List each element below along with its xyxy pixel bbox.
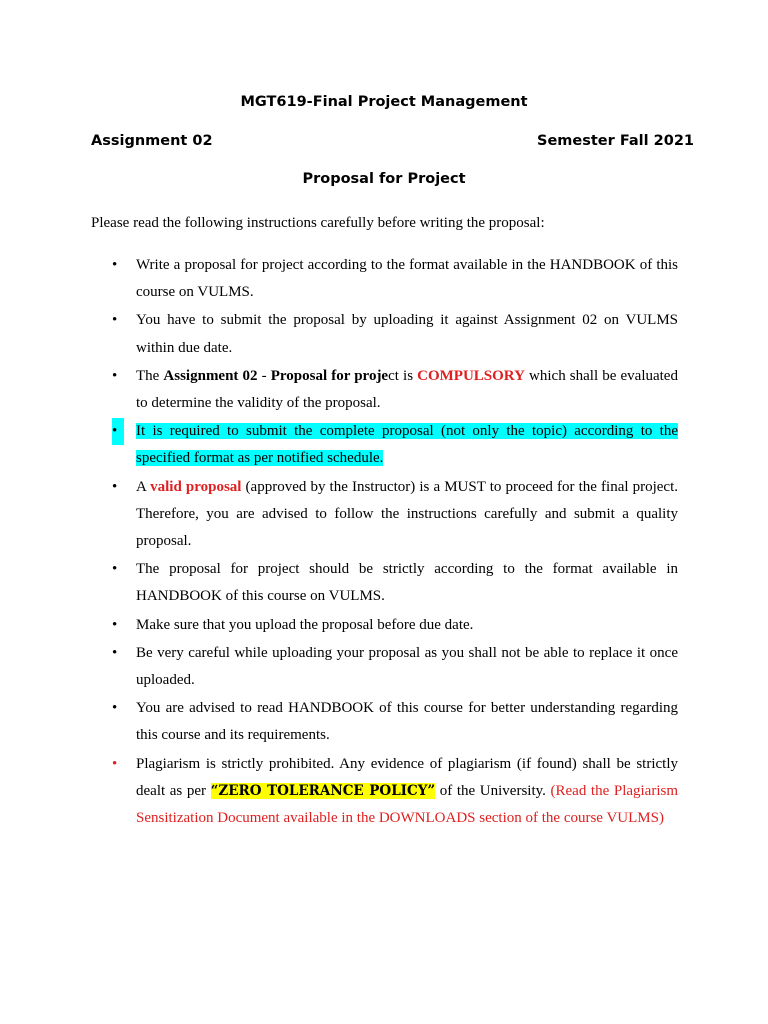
proposal-title: Proposal for Project	[302, 171, 466, 187]
bullet-icon: •	[112, 616, 118, 633]
bullet-icon: •	[112, 257, 118, 273]
bullet-icon: •	[112, 478, 118, 495]
bullet-icon: •	[112, 644, 118, 661]
list-item	[91, 695, 678, 749]
bullet-text: The proposal for project should be strictly according to the format available in HANDBOOK of this course on VULMS.	[136, 561, 678, 605]
bullet-text: You are advised to read HANDBOOK of this course for better understanding regarding this course and its requirements.	[136, 700, 678, 744]
instructions-list	[91, 252, 678, 832]
list-item	[91, 751, 678, 833]
list-item	[91, 363, 678, 417]
proposal-bold: Proposal for proje	[270, 367, 389, 384]
compulsory-emphasis: COMPULSORY	[417, 367, 525, 384]
list-item	[91, 474, 678, 556]
bullet-text	[136, 418, 678, 472]
semester-label: Semester Fall 2021	[537, 133, 695, 149]
list-item	[91, 556, 678, 610]
bullet-text	[136, 751, 678, 833]
bullet-icon: •	[112, 418, 124, 445]
text-run: -	[257, 367, 271, 384]
text-run: A	[136, 478, 151, 495]
bullet-text	[136, 363, 678, 417]
bullet-text: You have to submit the proposal by uploading it against Assignment 02 on VULMS within due date.	[136, 312, 678, 356]
intro-text: Please read the following instructions carefully before writing the proposal:	[91, 215, 545, 231]
list-item	[91, 252, 678, 306]
document-title: MGT619-Final Project Management	[240, 94, 528, 110]
valid-proposal-emphasis: valid proposal	[150, 478, 242, 495]
text-run: (approved by the Instructor) is a MUST to proceed for the final project. Therefore, you are advised to follow the instructions carefully and submit a quality proposal.	[136, 478, 679, 550]
highlighted-text: It is required to submit the complete proposal (not only the topic) according to the specified format as per notified schedule.	[136, 423, 678, 467]
bullet-text	[136, 474, 678, 556]
assignment-bold: Assignment 02	[163, 367, 258, 384]
text-run: The	[136, 367, 164, 384]
text-run: Plagiarism is strictly prohibited. Any evidence of plagiarism (if found) shall be strictly dealt as per	[136, 755, 678, 799]
bullet-icon: •	[112, 755, 118, 772]
zero-tolerance-highlight: “ZERO TOLERANCE POLICY”	[210, 782, 436, 799]
plagiarism-note: (Read the Plagiarism Sensitization Document available in the DOWNLOADS section of the course VULMS)	[136, 782, 679, 827]
list-item	[91, 307, 678, 361]
bullet-icon: •	[112, 561, 118, 578]
bullet-text: Make sure that you upload the proposal before due date.	[136, 616, 474, 633]
list-item	[91, 640, 678, 694]
bullet-text: Write a proposal for project according to the format available in the HANDBOOK of this course on VULMS.	[136, 257, 678, 301]
bullet-icon: •	[112, 367, 118, 384]
text-run: which shall be evaluated to determine the validity of the proposal.	[136, 367, 678, 412]
assignment-label: Assignment 02	[91, 133, 213, 149]
list-item	[91, 612, 678, 639]
bullet-text: Be very careful while uploading your proposal as you shall not be able to replace it once uploaded.	[136, 644, 678, 689]
bullet-icon: •	[112, 700, 118, 717]
text-run: of the University.	[435, 782, 551, 799]
text-run: ct is	[388, 367, 418, 384]
bullet-icon: •	[112, 312, 118, 329]
list-item	[91, 418, 678, 472]
